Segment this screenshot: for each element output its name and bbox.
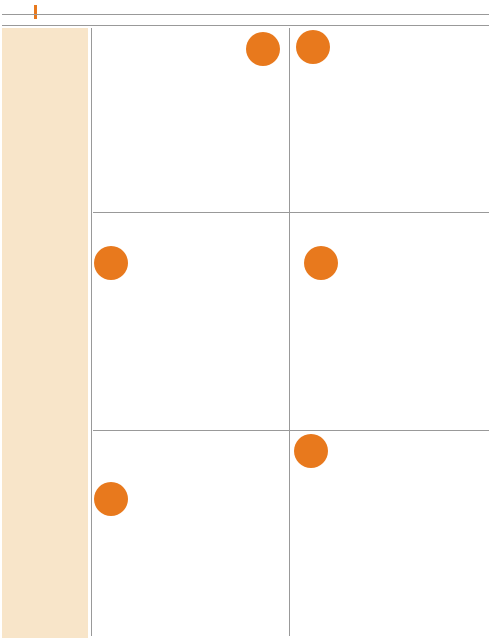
airdate-badge — [296, 30, 330, 64]
column-divider — [91, 28, 92, 636]
article-card — [94, 216, 287, 426]
airdate-badge — [246, 32, 280, 66]
article-card — [94, 434, 287, 634]
airdate-badge — [304, 246, 338, 280]
airdate-badge — [294, 434, 328, 468]
article-card — [294, 216, 487, 426]
article-card — [294, 434, 487, 634]
article-card — [94, 30, 287, 210]
airdate-badge — [94, 246, 128, 280]
section-divider — [93, 430, 489, 431]
column-divider — [289, 28, 290, 636]
article-card — [294, 30, 487, 210]
airdate-badge — [94, 482, 128, 516]
page-header — [0, 0, 491, 26]
horoscope-sidebar — [2, 28, 88, 638]
section-nav — [2, 14, 489, 26]
section-divider — [93, 212, 489, 213]
